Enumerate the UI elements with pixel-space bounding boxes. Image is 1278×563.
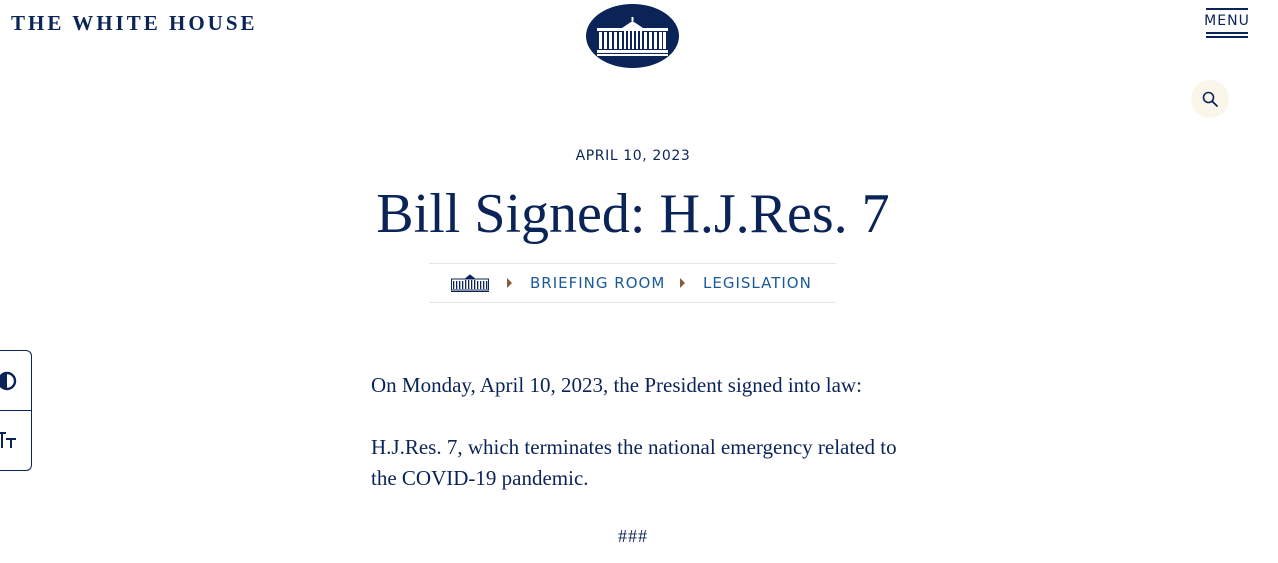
menu-button[interactable] [1201,8,1253,40]
breadcrumb-chevron-right-icon [507,278,512,288]
article-date: APRIL 10, 2023 [575,148,691,164]
white-house-seal-icon [596,14,669,58]
menu-bar-bottom-2 [1206,36,1248,38]
page-title: Bill Signed: H.J.Res. 7 [376,183,890,245]
search-icon [1202,91,1218,107]
contrast-toggle-button[interactable] [0,351,31,410]
menu-bar-bottom-1 [1206,32,1248,34]
article-paragraph: H.J.Res. 7, which terminates the national emergency related to the COVID-19 pandemic. [371,435,897,490]
article-paragraph: On Monday, April 10, 2023, the President signed into law: [371,373,862,397]
white-house-home-icon [451,273,489,293]
search-button[interactable] [1191,80,1229,118]
breadcrumb-briefing-room[interactable]: BRIEFING ROOM [530,274,666,292]
contrast-icon [0,370,20,392]
site-title-link[interactable]: THE WHITE HOUSE [11,11,258,35]
breadcrumb-chevron-right-icon [680,278,685,288]
text-size-button[interactable] [0,411,31,470]
accessibility-toolbar [0,350,32,471]
white-house-logo[interactable] [586,4,679,68]
breadcrumb-home[interactable] [451,273,489,298]
breadcrumb [429,263,836,303]
menu-bar-top [1206,8,1248,10]
breadcrumb-legislation[interactable]: LEGISLATION [703,274,812,292]
article-end-mark: ### [618,526,648,546]
text-size-icon [0,430,20,452]
menu-label: MENU [1204,13,1250,29]
